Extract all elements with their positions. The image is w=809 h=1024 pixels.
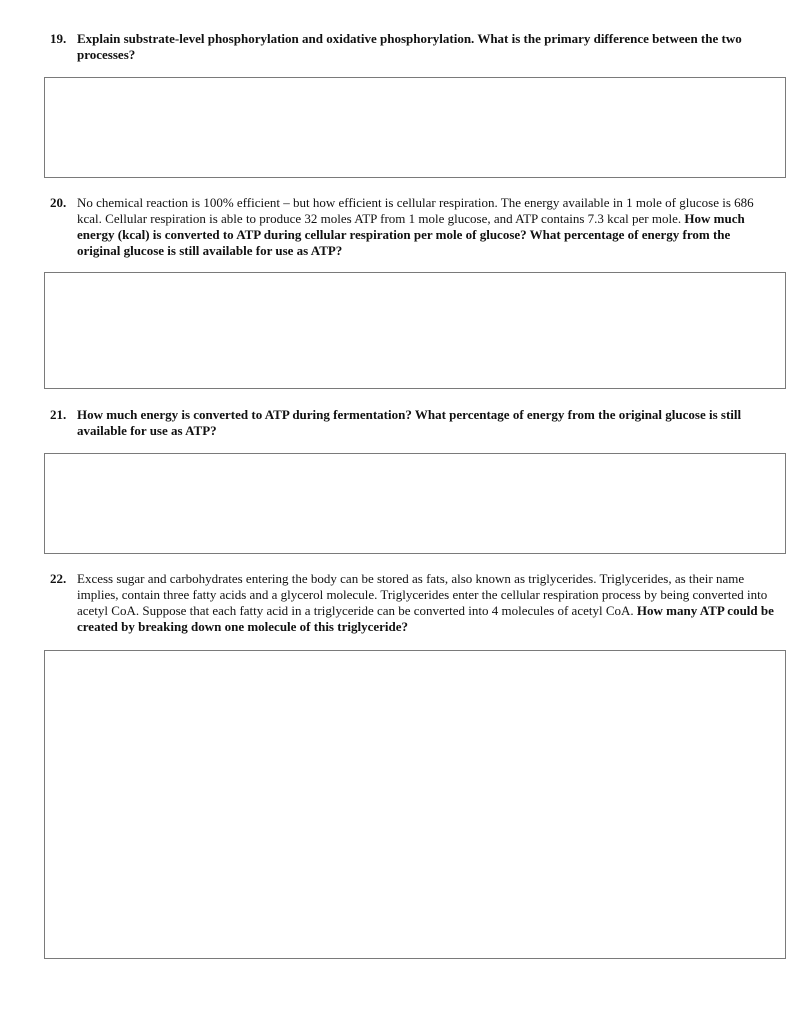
question-text <box>77 195 774 259</box>
question-text <box>77 31 774 63</box>
question-bold-prompt: How much energy (kcal) is converted to ATP during cellular respiration per mole of glucose? What percentage of energy from the original glucose is still available for use as ATP? <box>77 211 745 258</box>
question-bold-prompt: How many ATP could be created by breaking down one molecule of this triglyceride? <box>77 603 774 634</box>
question-number: 19. <box>50 31 67 46</box>
question-22 <box>44 571 774 635</box>
question-21 <box>44 407 774 439</box>
answer-box-21[interactable] <box>44 453 786 554</box>
question-number: 20. <box>50 195 67 210</box>
answer-box-19[interactable] <box>44 77 786 178</box>
answer-box-20[interactable] <box>44 272 786 389</box>
question-text <box>77 407 774 439</box>
question-plain-text: Excess sugar and carbohydrates entering the body can be stored as fats, also known as triglycerides. Triglycerides, as their name implies, contain three fatty acids and a glycerol molecule. Triglycerides enter the cellular respiration process by being converted into acetyl CoA. Suppose that each fatty acid in a triglyceride can be converted into 4 molecules of acetyl CoA. <box>77 571 768 618</box>
answer-box-22[interactable] <box>44 650 786 959</box>
question-plain-text: No chemical reaction is 100% efficient – but how efficient is cellular respiration. The energy available in 1 mole of glucose is 686 kcal. Cellular respiration is able to produce 32 moles ATP from 1 mole glucose, and ATP contains 7.3 kcal per mole. <box>77 195 754 226</box>
question-number: 21. <box>50 407 67 422</box>
question-bold-prompt: How much energy is converted to ATP during fermentation? What percentage of energy from the original glucose is still available for use as ATP? <box>77 407 742 438</box>
question-19 <box>44 31 774 63</box>
question-20 <box>44 195 774 259</box>
question-bold-prompt: Explain substrate-level phosphorylation and oxidative phosphorylation. What is the primary difference between the two processes? <box>77 31 742 62</box>
question-number: 22. <box>50 571 67 586</box>
question-text <box>77 571 774 635</box>
